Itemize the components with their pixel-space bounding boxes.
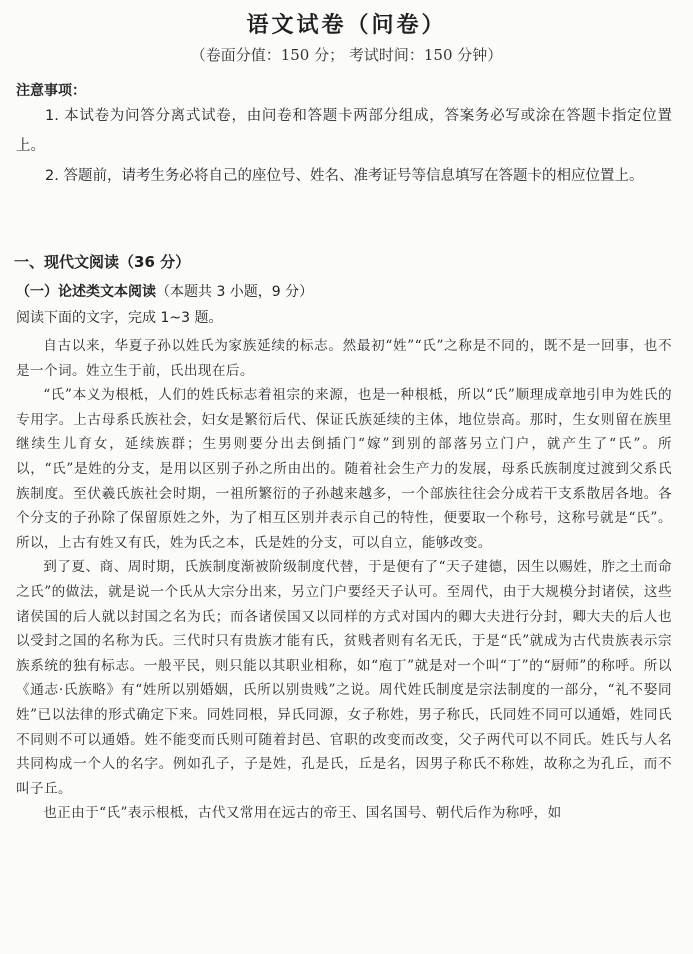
page-title: 语文试卷（问卷）	[246, 13, 447, 38]
passage-paragraph: 到了夏、商、周时期，氏族制度渐被阶级制度代替，于是便有了“天子建德，因生以赐姓，胙之土而命之氏”的做法，就是说一个氏从大宗分出来，另立门户要经天子认可。至周代，由于大规模分封诸侯，这些诸侯国的后人就以封国之名为氏；而各诸侯国又以同样的方式对国内的卿大夫进行分封，卿大夫的后人也以受封之国的名称为氏。三代时只有贵族才能有氏，贫贱者则有名无氏，于是“氏”就成为古代贵族表示宗族系统的独有标志。一般平民，则只能以其职业相称，如“庖丁”就是对一个叫“丁”的“厨师”的称呼。所以《通志·氏族略》有“姓所以别婚姻，氏所以别贵贱”之说。周代姓氏制度是宗法制度的一部分，“礼不娶同姓”已以法律的形式确定下来。同姓同根，异氏同源，女子称姓，男子称氏，氏同姓不同可以通婚，姓同氏不同则不可以通婚。姓不能变而氏则可随着封邑、官职的改变而改变，父子两代可以不同氏。姓氏与人名共同构成一个人的名字。例如孔子，子是姓，孔是氏，丘是名，因男子称氏不称姓，故称之为孔丘，而不叫子丘。	[16, 559, 672, 797]
passage-paragraph: “氏”本义为根柢，人们的姓氏标志着祖宗的来源，也是一种根柢，所以“氏”顺理成章地引申为姓氏的专用字。上古母系氏族社会，妇女是繁衍后代、保证氏族延续的主体，地位崇高。那时，生女则留在族里继续生儿育女，延续族群；生男则要分出去倒插门“嫁”到别的部落另立门户，就产生了“氏”。所以，“氏”是姓的分支，是用以区别子孙之所由出的。随着社会生产力的发展，母系氏族制度过渡到父系氏族制度。至伏羲氏族社会时期，一祖所繁衍的子孙越来越多，一个部族往往会分成若干支系散居各地。各个分支的子孙除了保留原姓之外，为了相互区别并表示自己的特性，便要取一个称号，这称号就是“氏”。所以，上古有姓又有氏，姓为氏之本，氏是姓的分支，可以自立，能够改变。	[16, 387, 672, 551]
notice-heading: 注意事项：	[16, 83, 86, 99]
notice-item: 1. 本试卷为问答分离式试卷，由问卷和答题卡两部分组成，答案务必写或涂在答题卡指定位置上。	[16, 108, 672, 154]
notice-item: 2. 答题前，请考生务必将自己的座位号、姓名、准考证号等信息填写在答题卡的相应位置上。	[45, 168, 644, 184]
passage-paragraph: 也正由于“氏”表示根柢，古代又常用在远古的帝王、国名国号、朝代后作为称呼，如	[43, 805, 562, 822]
subsection-note: （本题共 3 小题，9 分）	[156, 284, 314, 300]
reading-instruction: 阅读下面的文字，完成 1~3 题。	[16, 310, 223, 326]
subsection-title: （一）论述类文本阅读	[16, 284, 156, 300]
exam-info: （卷面分值：150 分； 考试时间：150 分钟）	[190, 46, 503, 64]
subsection-heading	[16, 281, 313, 301]
passage-paragraph: 自古以来，华夏子孙以姓氏为家族延续的标志。然最初“姓”“氏”之称是不同的，既不是一回事，也不是一个词。姓立生于前，氏出现在后。	[16, 338, 672, 379]
passage	[16, 334, 672, 826]
section-heading: 一、现代文阅读（36 分）	[14, 253, 191, 271]
